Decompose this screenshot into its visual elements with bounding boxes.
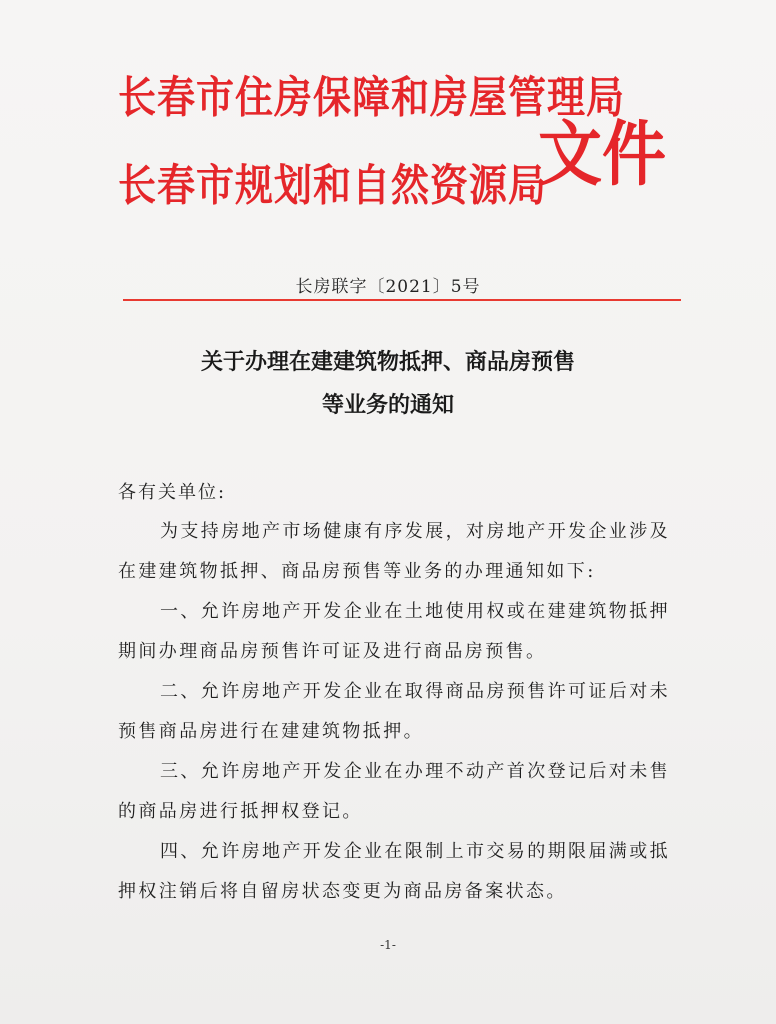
document-title-line-1: 关于办理在建建筑物抵押、商品房预售 (200, 349, 575, 375)
issuing-org-2: 长春市规划和自然资源局 (118, 159, 548, 211)
salutation: 各有关单位: (118, 482, 227, 503)
body-paragraph-item-4: 四、允许房地产开发企业在限制上市交易的期限届满或抵押权注销后将自留房状态变更为商品房备案状态。 (118, 841, 670, 902)
page-number: -1- (380, 938, 396, 952)
document-title-line-2: 等业务的通知 (321, 392, 454, 418)
document-number: 长房联字〔2021〕5号 (295, 277, 481, 297)
body-paragraph-item-3: 三、允许房地产开发企业在办理不动产首次登记后对未售的商品房进行抵押权登记。 (118, 761, 670, 822)
document-header (118, 50, 666, 220)
body-paragraph-item-2: 二、允许房地产开发企业在取得商品房预售许可证后对未预售商品房进行在建建筑物抵押。 (118, 681, 670, 742)
issuing-org-1: 长春市住房保障和房屋管理局 (118, 71, 626, 123)
document-type-label: 文件 (538, 113, 666, 196)
body-paragraph-intro: 为支持房地产市场健康有序发展，对房地产开发企业涉及在建建筑物抵押、商品房预售等业务的办理通知如下: (118, 521, 670, 582)
body-paragraph-item-1: 一、允许房地产开发企业在土地使用权或在建建筑物抵押期间办理商品房预售许可证及进行商品房预售。 (118, 601, 670, 662)
header-divider (123, 299, 681, 301)
